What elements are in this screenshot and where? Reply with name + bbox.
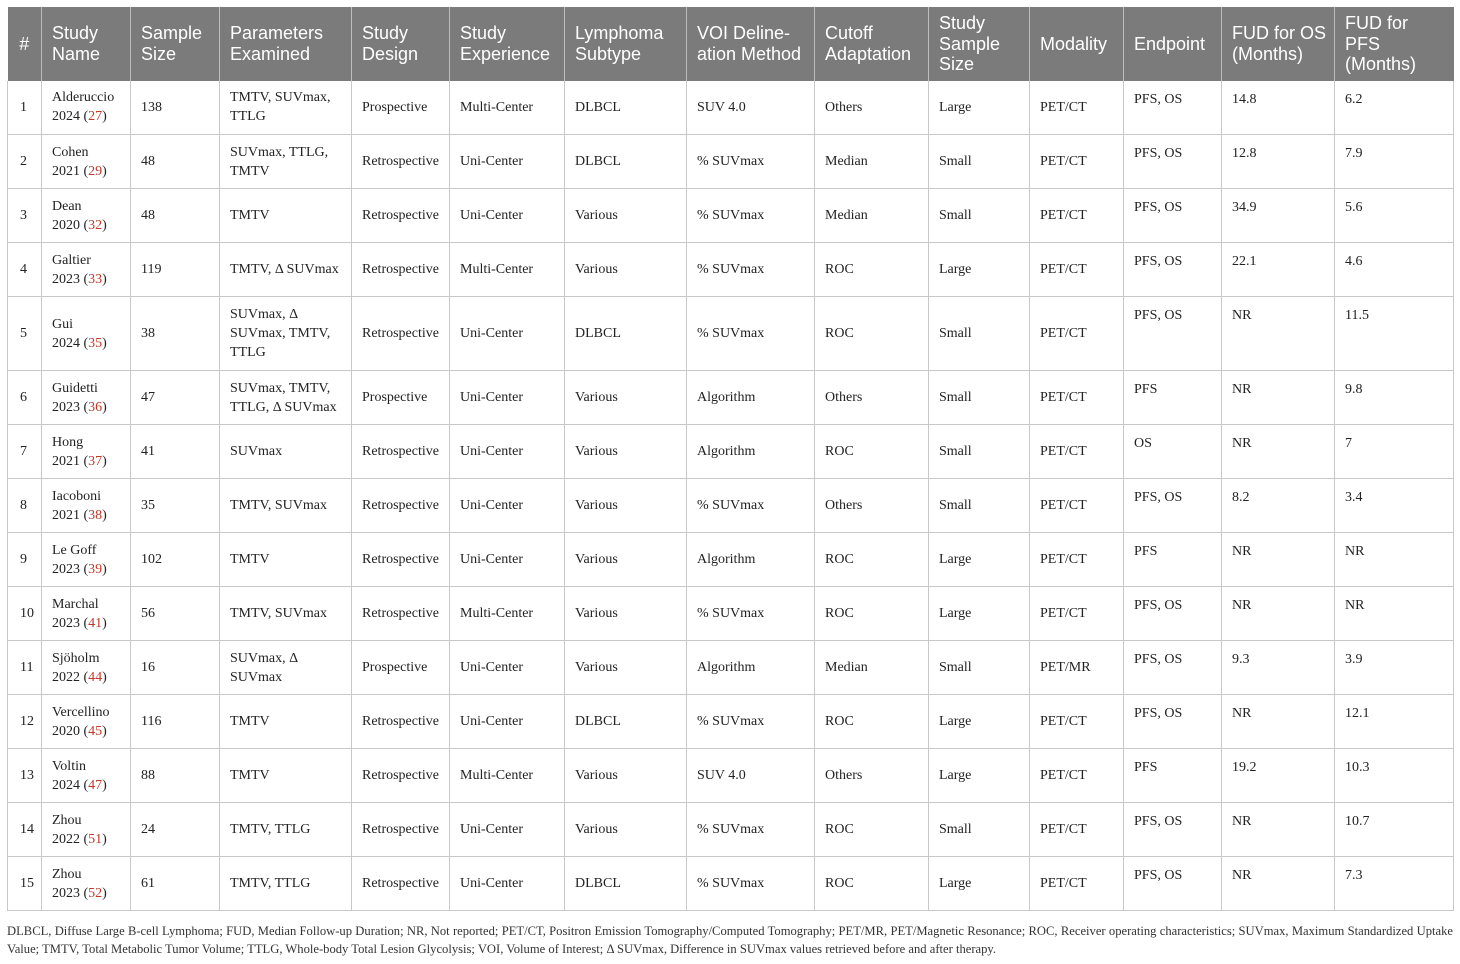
cell-fud-os: NR	[1222, 695, 1335, 749]
study-author: Galtier	[52, 252, 91, 268]
table-row	[8, 189, 1454, 243]
study-author: Zhou	[52, 812, 82, 828]
cell-modality: PET/CT	[1030, 533, 1124, 587]
cell-sample: 16	[131, 641, 220, 695]
study-year: 2024	[52, 777, 80, 793]
cell-subtype: Various	[565, 587, 687, 641]
cell-modality: PET/CT	[1030, 479, 1124, 533]
cell-subtype: Various	[565, 371, 687, 425]
study-author: Le Goff	[52, 542, 97, 558]
cell-sample: 47	[131, 371, 220, 425]
cell-design: Prospective	[352, 81, 450, 135]
study-author: Marchal	[52, 596, 99, 612]
cell-params: TMTV	[220, 189, 352, 243]
reference-link[interactable]: 45	[88, 723, 103, 739]
study-year: 2022	[52, 669, 80, 685]
cell-modality: PET/CT	[1030, 695, 1124, 749]
cell-params: TMTV	[220, 695, 352, 749]
cell-sample: 88	[131, 749, 220, 803]
cell-fud-os: 12.8	[1222, 135, 1335, 189]
cell-voi: SUV 4.0	[687, 749, 815, 803]
header-row	[8, 7, 1454, 81]
cell-endpoint: PFS	[1124, 533, 1222, 587]
reference-link[interactable]: 39	[88, 561, 103, 577]
cell-endpoint: PFS, OS	[1124, 297, 1222, 371]
cell-size: Large	[929, 533, 1030, 587]
cell-design: Retrospective	[352, 803, 450, 857]
reference-link[interactable]: 38	[88, 507, 103, 523]
cell-voi: % SUVmax	[687, 695, 815, 749]
cell-endpoint: PFS, OS	[1124, 641, 1222, 695]
study-year: 2022	[52, 831, 80, 847]
cell-num: 2	[8, 135, 42, 189]
cell-params: SUVmax	[220, 425, 352, 479]
cell-voi: % SUVmax	[687, 479, 815, 533]
study-year: 2021	[52, 453, 80, 469]
study-year: 2020	[52, 723, 80, 739]
study-author: Zhou	[52, 866, 82, 882]
cell-fud-os: NR	[1222, 371, 1335, 425]
cell-cutoff: Others	[815, 371, 929, 425]
study-author: Alderuccio	[52, 90, 115, 106]
cell-params: TMTV, Δ SUVmax	[220, 243, 352, 297]
cell-cutoff: ROC	[815, 587, 929, 641]
table-row	[8, 749, 1454, 803]
cell-design: Retrospective	[352, 243, 450, 297]
cell-sample: 35	[131, 479, 220, 533]
cell-subtype: Various	[565, 479, 687, 533]
cell-voi: Algorithm	[687, 425, 815, 479]
cell-cutoff: ROC	[815, 857, 929, 911]
cell-size: Large	[929, 857, 1030, 911]
cell-endpoint: PFS	[1124, 371, 1222, 425]
reference-link[interactable]: 36	[88, 399, 103, 415]
cell-subtype: Various	[565, 641, 687, 695]
cell-voi: Algorithm	[687, 641, 815, 695]
study-year: 2023	[52, 561, 80, 577]
cell-endpoint: PFS, OS	[1124, 479, 1222, 533]
cell-voi: % SUVmax	[687, 135, 815, 189]
cell-study-name: Vercellino 2020 (45)	[42, 695, 131, 749]
cell-voi: % SUVmax	[687, 803, 815, 857]
cell-params: TMTV, SUVmax	[220, 587, 352, 641]
cell-endpoint: PFS, OS	[1124, 243, 1222, 297]
cell-cutoff: Median	[815, 641, 929, 695]
table-row	[8, 243, 1454, 297]
cell-fud-pfs: 7.3	[1335, 857, 1454, 911]
cell-design: Retrospective	[352, 749, 450, 803]
cell-params: TMTV, TTLG	[220, 857, 352, 911]
cell-fud-pfs: 7.9	[1335, 135, 1454, 189]
table-row	[8, 587, 1454, 641]
cell-modality: PET/CT	[1030, 857, 1124, 911]
cell-study-name: Sjöholm 2022 (44)	[42, 641, 131, 695]
cell-modality: PET/CT	[1030, 749, 1124, 803]
cell-experience: Uni-Center	[450, 189, 565, 243]
cell-experience: Uni-Center	[450, 135, 565, 189]
reference-link[interactable]: 37	[88, 453, 103, 469]
reference-link[interactable]: 51	[88, 831, 103, 847]
table-container	[7, 7, 1453, 911]
cell-design: Retrospective	[352, 189, 450, 243]
cell-sample: 116	[131, 695, 220, 749]
cell-experience: Multi-Center	[450, 243, 565, 297]
table-row	[8, 371, 1454, 425]
cell-voi: % SUVmax	[687, 243, 815, 297]
header-cell: Sample Size	[131, 7, 220, 81]
table-row	[8, 695, 1454, 749]
cell-design: Retrospective	[352, 695, 450, 749]
header-cell: Study Design	[352, 7, 450, 81]
cell-fud-os: 8.2	[1222, 479, 1335, 533]
cell-size: Large	[929, 587, 1030, 641]
table-header	[8, 7, 1454, 81]
reference-link[interactable]: 47	[88, 777, 103, 793]
cell-sample: 119	[131, 243, 220, 297]
cell-experience: Uni-Center	[450, 371, 565, 425]
cell-fud-os: NR	[1222, 533, 1335, 587]
cell-experience: Multi-Center	[450, 81, 565, 135]
header-cell: Lymphoma Subtype	[565, 7, 687, 81]
cell-experience: Uni-Center	[450, 695, 565, 749]
study-year: 2020	[52, 217, 80, 233]
cell-fud-os: 22.1	[1222, 243, 1335, 297]
table-row	[8, 135, 1454, 189]
cell-size: Small	[929, 135, 1030, 189]
cell-endpoint: PFS, OS	[1124, 81, 1222, 135]
study-year: 2021	[52, 507, 80, 523]
cell-fud-pfs: 3.4	[1335, 479, 1454, 533]
cell-sample: 24	[131, 803, 220, 857]
header-cell: Endpoint	[1124, 7, 1222, 81]
cell-voi: % SUVmax	[687, 857, 815, 911]
cell-cutoff: ROC	[815, 533, 929, 587]
header-cell: Modality	[1030, 7, 1124, 81]
cell-subtype: Various	[565, 533, 687, 587]
reference-link[interactable]: 44	[88, 669, 103, 685]
cell-fud-os: NR	[1222, 587, 1335, 641]
cell-size: Small	[929, 297, 1030, 371]
reference-link[interactable]: 29	[88, 163, 103, 179]
cell-size: Small	[929, 479, 1030, 533]
reference-link[interactable]: 52	[88, 885, 103, 901]
study-year: 2021	[52, 163, 80, 179]
study-author: Guidetti	[52, 380, 98, 396]
cell-fud-pfs: 9.8	[1335, 371, 1454, 425]
cell-sample: 38	[131, 297, 220, 371]
table-row	[8, 425, 1454, 479]
cell-study-name: Alderuccio 2024 (27)	[42, 81, 131, 135]
cell-design: Retrospective	[352, 135, 450, 189]
table-row	[8, 803, 1454, 857]
cell-params: SUVmax, TTLG, TMTV	[220, 135, 352, 189]
cell-design: Retrospective	[352, 587, 450, 641]
cell-num: 14	[8, 803, 42, 857]
cell-modality: PET/CT	[1030, 243, 1124, 297]
studies-table	[7, 7, 1454, 911]
header-cell: Parameters Examined	[220, 7, 352, 81]
cell-num: 3	[8, 189, 42, 243]
cell-experience: Uni-Center	[450, 641, 565, 695]
study-year: 2023	[52, 271, 80, 287]
cell-fud-pfs: 11.5	[1335, 297, 1454, 371]
cell-fud-os: NR	[1222, 857, 1335, 911]
study-author: Vercellino	[52, 704, 110, 720]
cell-study-name: Zhou 2022 (51)	[42, 803, 131, 857]
cell-endpoint: PFS, OS	[1124, 857, 1222, 911]
cell-sample: 41	[131, 425, 220, 479]
cell-modality: PET/CT	[1030, 587, 1124, 641]
cell-experience: Uni-Center	[450, 857, 565, 911]
cell-study-name: Guidetti 2023 (36)	[42, 371, 131, 425]
cell-fud-os: 9.3	[1222, 641, 1335, 695]
cell-cutoff: ROC	[815, 297, 929, 371]
cell-experience: Multi-Center	[450, 587, 565, 641]
cell-endpoint: PFS	[1124, 749, 1222, 803]
cell-subtype: Various	[565, 189, 687, 243]
study-author: Cohen	[52, 144, 89, 160]
cell-experience: Uni-Center	[450, 425, 565, 479]
reference-link[interactable]: 35	[88, 335, 103, 351]
study-year: 2024	[52, 335, 80, 351]
cell-design: Retrospective	[352, 297, 450, 371]
header-cell: FUD for PFS (Months)	[1335, 7, 1454, 81]
table-footnote: DLBCL, Diffuse Large B-cell Lymphoma; FUD, Median Follow-up Duration; NR, Not reported; PET/CT, Positron Emission Tomography/Computed Tomography; PET/MR, PET/Magnetic Resonance; ROC, Receiver operating characteristics; SUVmax, Maximum Standardized Uptake Value; TMTV, Total Metabolic Tumor Volume; TTLG, Whole-body Total Lesion Glycolysis; VOI, Volume of Interest; Δ SUVmax, Difference in SUVmax values retrieved before and after therapy.	[7, 924, 1453, 956]
cell-voi: Algorithm	[687, 371, 815, 425]
cell-design: Retrospective	[352, 479, 450, 533]
cell-params: SUVmax, TMTV, TTLG, Δ SUVmax	[220, 371, 352, 425]
cell-fud-pfs: 10.3	[1335, 749, 1454, 803]
cell-subtype: Various	[565, 749, 687, 803]
cell-modality: PET/CT	[1030, 135, 1124, 189]
header-cell: Study Sample Size	[929, 7, 1030, 81]
cell-fud-pfs: NR	[1335, 587, 1454, 641]
cell-cutoff: Median	[815, 189, 929, 243]
cell-params: SUVmax, Δ SUVmax	[220, 641, 352, 695]
cell-sample: 56	[131, 587, 220, 641]
cell-num: 11	[8, 641, 42, 695]
cell-cutoff: ROC	[815, 695, 929, 749]
cell-subtype: Various	[565, 243, 687, 297]
cell-params: TMTV, TTLG	[220, 803, 352, 857]
cell-endpoint: PFS, OS	[1124, 135, 1222, 189]
cell-endpoint: OS	[1124, 425, 1222, 479]
cell-fud-pfs: 5.6	[1335, 189, 1454, 243]
cell-fud-os: 34.9	[1222, 189, 1335, 243]
cell-subtype: DLBCL	[565, 135, 687, 189]
cell-subtype: DLBCL	[565, 297, 687, 371]
cell-num: 13	[8, 749, 42, 803]
cell-num: 10	[8, 587, 42, 641]
header-cell: Cutoff Adaptation	[815, 7, 929, 81]
cell-design: Prospective	[352, 371, 450, 425]
cell-experience: Multi-Center	[450, 749, 565, 803]
cell-study-name: Galtier 2023 (33)	[42, 243, 131, 297]
cell-num: 9	[8, 533, 42, 587]
cell-fud-pfs: 7	[1335, 425, 1454, 479]
cell-num: 1	[8, 81, 42, 135]
cell-cutoff: Median	[815, 135, 929, 189]
cell-fud-pfs: 4.6	[1335, 243, 1454, 297]
cell-cutoff: Others	[815, 749, 929, 803]
cell-voi: % SUVmax	[687, 587, 815, 641]
cell-design: Retrospective	[352, 425, 450, 479]
cell-modality: PET/CT	[1030, 371, 1124, 425]
header-cell: VOI Deline-ation Method	[687, 7, 815, 81]
study-author: Gui	[52, 316, 73, 332]
cell-study-name: Cohen 2021 (29)	[42, 135, 131, 189]
cell-size: Small	[929, 641, 1030, 695]
cell-fud-os: NR	[1222, 425, 1335, 479]
cell-fud-os: 14.8	[1222, 81, 1335, 135]
table-row	[8, 297, 1454, 371]
cell-study-name: Gui 2024 (35)	[42, 297, 131, 371]
cell-params: TMTV, SUVmax, TTLG	[220, 81, 352, 135]
cell-subtype: DLBCL	[565, 857, 687, 911]
study-year: 2023	[52, 615, 80, 631]
cell-endpoint: PFS, OS	[1124, 189, 1222, 243]
cell-study-name: Marchal 2023 (41)	[42, 587, 131, 641]
cell-experience: Uni-Center	[450, 803, 565, 857]
table-row	[8, 81, 1454, 135]
cell-fud-os: NR	[1222, 803, 1335, 857]
cell-endpoint: PFS, OS	[1124, 803, 1222, 857]
cell-num: 15	[8, 857, 42, 911]
cell-experience: Uni-Center	[450, 479, 565, 533]
cell-sample: 48	[131, 189, 220, 243]
cell-study-name: Dean 2020 (32)	[42, 189, 131, 243]
cell-subtype: Various	[565, 425, 687, 479]
cell-size: Large	[929, 695, 1030, 749]
cell-fud-os: NR	[1222, 297, 1335, 371]
cell-fud-os: 19.2	[1222, 749, 1335, 803]
cell-study-name: Hong 2021 (37)	[42, 425, 131, 479]
cell-fud-pfs: 3.9	[1335, 641, 1454, 695]
cell-voi: SUV 4.0	[687, 81, 815, 135]
table-row	[8, 479, 1454, 533]
cell-num: 8	[8, 479, 42, 533]
cell-cutoff: ROC	[815, 803, 929, 857]
cell-fud-pfs: 6.2	[1335, 81, 1454, 135]
reference-link[interactable]: 27	[88, 109, 103, 125]
cell-num: 4	[8, 243, 42, 297]
header-cell: Study Experience	[450, 7, 565, 81]
study-author: Hong	[52, 434, 84, 450]
study-author: Iacoboni	[52, 488, 101, 504]
cell-modality: PET/CT	[1030, 81, 1124, 135]
header-cell: Study Name	[42, 7, 131, 81]
header-cell: FUD for OS (Months)	[1222, 7, 1335, 81]
cell-design: Prospective	[352, 641, 450, 695]
cell-size: Large	[929, 749, 1030, 803]
cell-num: 5	[8, 297, 42, 371]
study-author: Dean	[52, 198, 82, 214]
header-cell: #	[8, 7, 42, 81]
cell-modality: PET/CT	[1030, 297, 1124, 371]
table-body	[8, 81, 1454, 911]
cell-voi: % SUVmax	[687, 189, 815, 243]
cell-cutoff: Others	[815, 479, 929, 533]
cell-endpoint: PFS, OS	[1124, 695, 1222, 749]
study-year: 2023	[52, 399, 80, 415]
cell-num: 6	[8, 371, 42, 425]
cell-fud-pfs: 12.1	[1335, 695, 1454, 749]
cell-params: SUVmax, Δ SUVmax, TMTV, TTLG	[220, 297, 352, 371]
cell-modality: PET/CT	[1030, 803, 1124, 857]
cell-experience: Uni-Center	[450, 297, 565, 371]
cell-sample: 138	[131, 81, 220, 135]
cell-study-name: Zhou 2023 (52)	[42, 857, 131, 911]
study-year: 2023	[52, 885, 80, 901]
cell-params: TMTV, SUVmax	[220, 479, 352, 533]
cell-study-name: Le Goff 2023 (39)	[42, 533, 131, 587]
cell-voi: % SUVmax	[687, 297, 815, 371]
cell-size: Small	[929, 425, 1030, 479]
cell-modality: PET/MR	[1030, 641, 1124, 695]
cell-voi: Algorithm	[687, 533, 815, 587]
cell-sample: 102	[131, 533, 220, 587]
cell-size: Small	[929, 371, 1030, 425]
cell-fud-pfs: NR	[1335, 533, 1454, 587]
cell-study-name: Voltin 2024 (47)	[42, 749, 131, 803]
cell-fud-pfs: 10.7	[1335, 803, 1454, 857]
cell-num: 7	[8, 425, 42, 479]
cell-cutoff: Others	[815, 81, 929, 135]
cell-modality: PET/CT	[1030, 425, 1124, 479]
cell-cutoff: ROC	[815, 425, 929, 479]
cell-study-name: Iacoboni 2021 (38)	[42, 479, 131, 533]
reference-link[interactable]: 41	[88, 615, 103, 631]
cell-sample: 61	[131, 857, 220, 911]
cell-size: Small	[929, 189, 1030, 243]
cell-size: Large	[929, 243, 1030, 297]
cell-design: Retrospective	[352, 533, 450, 587]
cell-size: Small	[929, 803, 1030, 857]
cell-subtype: DLBCL	[565, 695, 687, 749]
study-author: Voltin	[52, 758, 86, 774]
cell-design: Retrospective	[352, 857, 450, 911]
reference-link[interactable]: 32	[88, 217, 103, 233]
cell-endpoint: PFS, OS	[1124, 587, 1222, 641]
table-row	[8, 533, 1454, 587]
cell-experience: Uni-Center	[450, 533, 565, 587]
cell-size: Large	[929, 81, 1030, 135]
cell-num: 12	[8, 695, 42, 749]
cell-params: TMTV	[220, 533, 352, 587]
table-row	[8, 857, 1454, 911]
cell-cutoff: ROC	[815, 243, 929, 297]
study-year: 2024	[52, 109, 80, 125]
cell-subtype: DLBCL	[565, 81, 687, 135]
cell-params: TMTV	[220, 749, 352, 803]
cell-subtype: Various	[565, 803, 687, 857]
study-author: Sjöholm	[52, 650, 100, 666]
reference-link[interactable]: 33	[88, 271, 103, 287]
cell-sample: 48	[131, 135, 220, 189]
table-row	[8, 641, 1454, 695]
cell-modality: PET/CT	[1030, 189, 1124, 243]
